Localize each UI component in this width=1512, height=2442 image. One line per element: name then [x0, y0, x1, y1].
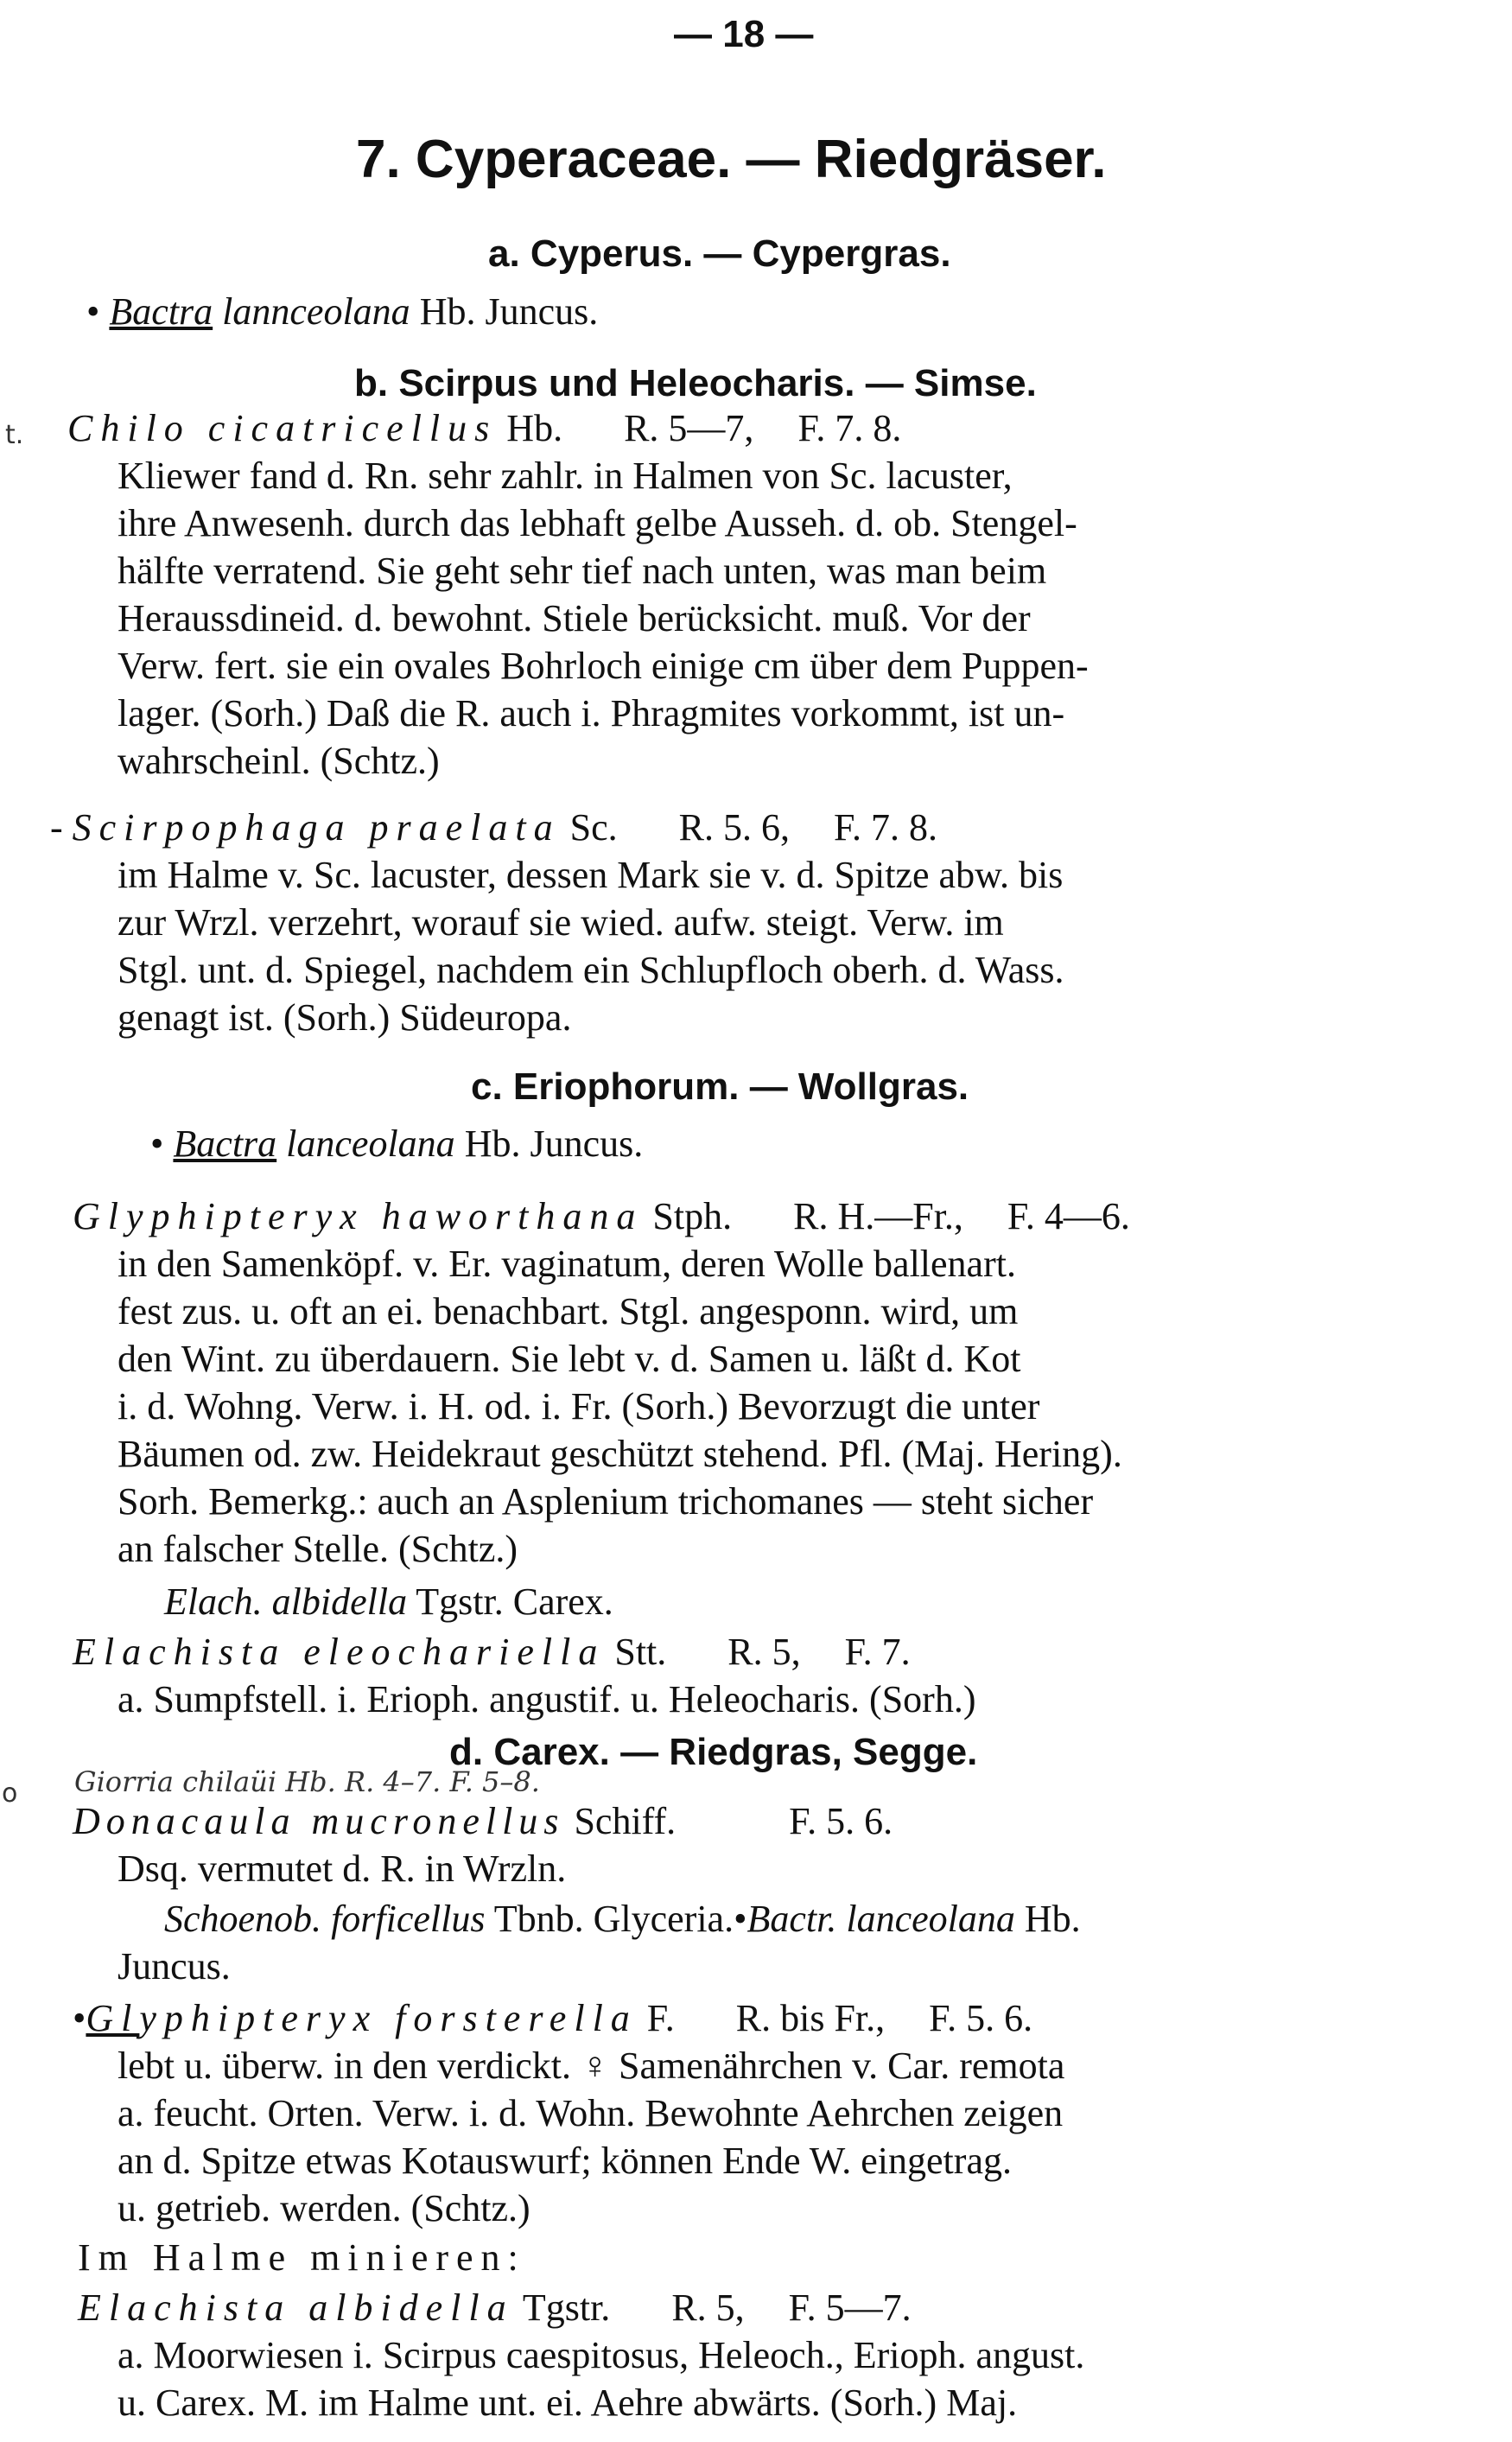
margin-bullet: • [86, 290, 100, 333]
entry-text-line: im Halme v. Sc. lacuster, dessen Mark sie v. d. Spitze abw. bis [118, 854, 1064, 896]
species-name: Chilo cicatricellus [67, 407, 498, 449]
species-name-underlined: Gl [86, 1997, 140, 2039]
larva-period: R. H.—Fr., [793, 1195, 963, 1237]
margin-handwritten-mark: o [2, 1778, 18, 1809]
entry-text-line: Verw. fert. sie ein ovales Bohrloch einige cm über dem Puppen- [118, 645, 1089, 687]
author: Tgstr. [522, 2286, 611, 2329]
flight-period: F. 4—6. [1007, 1195, 1130, 1237]
section-heading-a: a. Cyperus. — Cypergras. [488, 232, 951, 275]
entry-text-line: Stgl. unt. d. Spiegel, nachdem ein Schlupfloch oberh. d. Wass. [118, 949, 1064, 991]
entry-elachista-albidella-ref [164, 1580, 613, 1625]
species-name: Elachista albidella [78, 2286, 514, 2329]
entry-text-line: zur Wrzl. verzehrt, worauf sie wied. aufw. steigt. Verw. im [118, 901, 1004, 944]
species-name: lannceolana [222, 290, 410, 333]
margin-handwritten-mark: t. [5, 420, 24, 450]
entry-glyphipteryx-haworthana-head [73, 1194, 1130, 1239]
flight-period: F. 7. 8. [834, 806, 937, 849]
entry-text-line: u. Carex. M. im Halme unt. ei. Aehre abwärts. (Sorh.) Maj. [118, 2382, 1018, 2424]
entry-text-line: an d. Spitze etwas Kotauswurf; können Ende W. eingetrag. [118, 2140, 1012, 2182]
entry-text-line: an falscher Stelle. (Schtz.) [118, 1528, 518, 1570]
species-name: yphipteryx forsterella [139, 1997, 638, 2039]
section-heading-d: d. Carex. — Riedgras, Segge. [449, 1731, 978, 1773]
section-heading-c: c. Eriophorum. — Wollgras. [471, 1065, 969, 1108]
species-name: lanceolana [286, 1122, 455, 1165]
entry-text-line: u. getrieb. werden. (Schtz.) [118, 2187, 530, 2229]
flight-period: F. 7. [844, 1631, 911, 1673]
genus-name: Schoenob. [164, 1898, 322, 1940]
entry-text-line: Bäumen od. zw. Heidekraut geschützt stehend. Pfl. (Maj. Hering). [118, 1433, 1122, 1475]
species-name: Glyphipteryx haworthana [73, 1195, 644, 1237]
larva-period: R. 5, [727, 1631, 801, 1673]
entry-text-line: a. Sumpfstell. i. Erioph. angustif. u. Heleocharis. (Sorh.) [118, 1678, 976, 1720]
host-plant: Carex. [512, 1580, 613, 1623]
species-name: Donacaula mucronellus [73, 1800, 565, 1842]
author: Stt. [614, 1631, 667, 1673]
author: Stph. [652, 1195, 733, 1237]
genus-name: Bactra [109, 290, 213, 333]
entry-text-line: Kliewer fand d. Rn. sehr zahlr. in Halmen von Sc. lacuster, [118, 455, 1013, 497]
entry-bactra-2 [150, 1122, 643, 1167]
host-plant: Juncus. [485, 290, 599, 333]
entry-text-line: genagt ist. (Sorh.) Südeuropa. [118, 996, 572, 1039]
entry-text-line: wahrscheinl. (Schtz.) [118, 740, 440, 782]
author: Tbnb. [493, 1898, 584, 1940]
flight-period: F. 5. 6. [929, 1997, 1033, 2039]
author: Sc. [569, 806, 618, 849]
entry-text-line: a. feucht. Orten. Verw. i. d. Wohn. Bewohnte Aehrchen zeigen [118, 2092, 1064, 2134]
flight-period: F. 5—7. [788, 2286, 912, 2329]
author: Schiff. [574, 1800, 677, 1842]
inline-bullet: • [734, 1898, 747, 1940]
entry-text-line: in den Samenköpf. v. Er. vaginatum, deren Wolle ballenart. [118, 1243, 1016, 1285]
entry-text-line: a. Moorwiesen i. Scirpus caespitosus, Heleoch., Erioph. angust. [118, 2334, 1085, 2376]
entry-text-line: hälfte verratend. Sie geht sehr tief nach unten, was man beim [118, 550, 1047, 592]
entry-text-line: Sorh. Bemerkg.: auch an Asplenium trichomanes — steht sicher [118, 1480, 1094, 1523]
larva-period: R. 5—7, [624, 407, 754, 449]
entry-bactra-1 [86, 289, 598, 334]
species-name: lanceolana [846, 1898, 1015, 1940]
flight-period: F. 5. 6. [789, 1800, 893, 1842]
entry-glyphipteryx-forsterella-head [73, 1996, 1032, 2041]
subheading: Im Halme minieren: [78, 2236, 526, 2279]
genus-name: Bactra [173, 1122, 277, 1165]
margin-bullet: • [150, 1122, 164, 1165]
author: Hb. [419, 290, 476, 333]
entry-donacaula-head [73, 1799, 893, 1844]
flight-period: F. 7. 8. [797, 407, 902, 449]
page-title: 7. Cyperaceae. — Riedgräser. [356, 130, 1107, 189]
entry-text-line: lebt u. überw. in den verdickt. ♀ Samenährchen v. Car. remota [118, 2045, 1065, 2087]
margin-dash: - [50, 806, 63, 849]
section-heading-b: b. Scirpus und Heleocharis. — Simse. [354, 362, 1037, 404]
larva-period: R. 5, [671, 2286, 745, 2329]
species-name: Scirpophaga praelata [72, 806, 561, 849]
entry-text-line: lager. (Sorh.) Daß die R. auch i. Phragmites vorkommt, ist un- [118, 692, 1065, 735]
entry-text-line: den Wint. zu überdauern. Sie lebt v. d. Samen u. läßt d. Kot [118, 1338, 1021, 1380]
entry-chilo-head [67, 406, 901, 451]
larva-period: R. 5. 6, [678, 806, 790, 849]
entry-schoenobius-ref [164, 1897, 1081, 1942]
genus-name: Elach. [164, 1580, 263, 1623]
genus-name: Bactr. [746, 1898, 837, 1940]
entry-elachista-albidella-head [78, 2286, 912, 2331]
entry-text-line: Juncus. [118, 1945, 231, 1987]
entry-elachista-eleochariella-head [73, 1630, 911, 1675]
author: F. [646, 1997, 675, 2039]
author: Hb. [464, 1122, 521, 1165]
larva-period: R. bis Fr., [735, 1997, 886, 2039]
entry-text-line: ihre Anwesenh. durch das lebhaft gelbe Ausseh. d. ob. Stengel- [118, 502, 1077, 544]
entry-text-line: fest zus. u. oft an ei. benachbart. Stgl. angesponn. wird, um [118, 1290, 1019, 1332]
author: Tgstr. [416, 1580, 504, 1623]
margin-bullet: • [73, 1997, 86, 2039]
entry-text-line: Dsq. vermutet d. R. in Wrzln. [118, 1847, 567, 1890]
author: Hb. [1024, 1898, 1081, 1940]
page-number: — 18 — [674, 13, 814, 55]
author: Hb. [506, 407, 563, 449]
host-plant: Juncus. [530, 1122, 644, 1165]
entry-text-line: i. d. Wohng. Verw. i. H. od. i. Fr. (Sorh.) Bevorzugt die unter [118, 1385, 1040, 1428]
species-name: albidella [271, 1580, 408, 1623]
handwritten-note: Giorria chilaüi Hb. R. 4–7. F. 5–8. [74, 1765, 540, 1798]
entry-scirpophaga-head [50, 805, 937, 850]
entry-text-line: Heraussdineid. d. bewohnt. Stiele berücksicht. muß. Vor der [118, 597, 1031, 639]
host-plant: Glyceria. [593, 1898, 734, 1940]
species-name: forficellus [331, 1898, 486, 1940]
species-name: Elachista eleochariella [73, 1631, 606, 1673]
